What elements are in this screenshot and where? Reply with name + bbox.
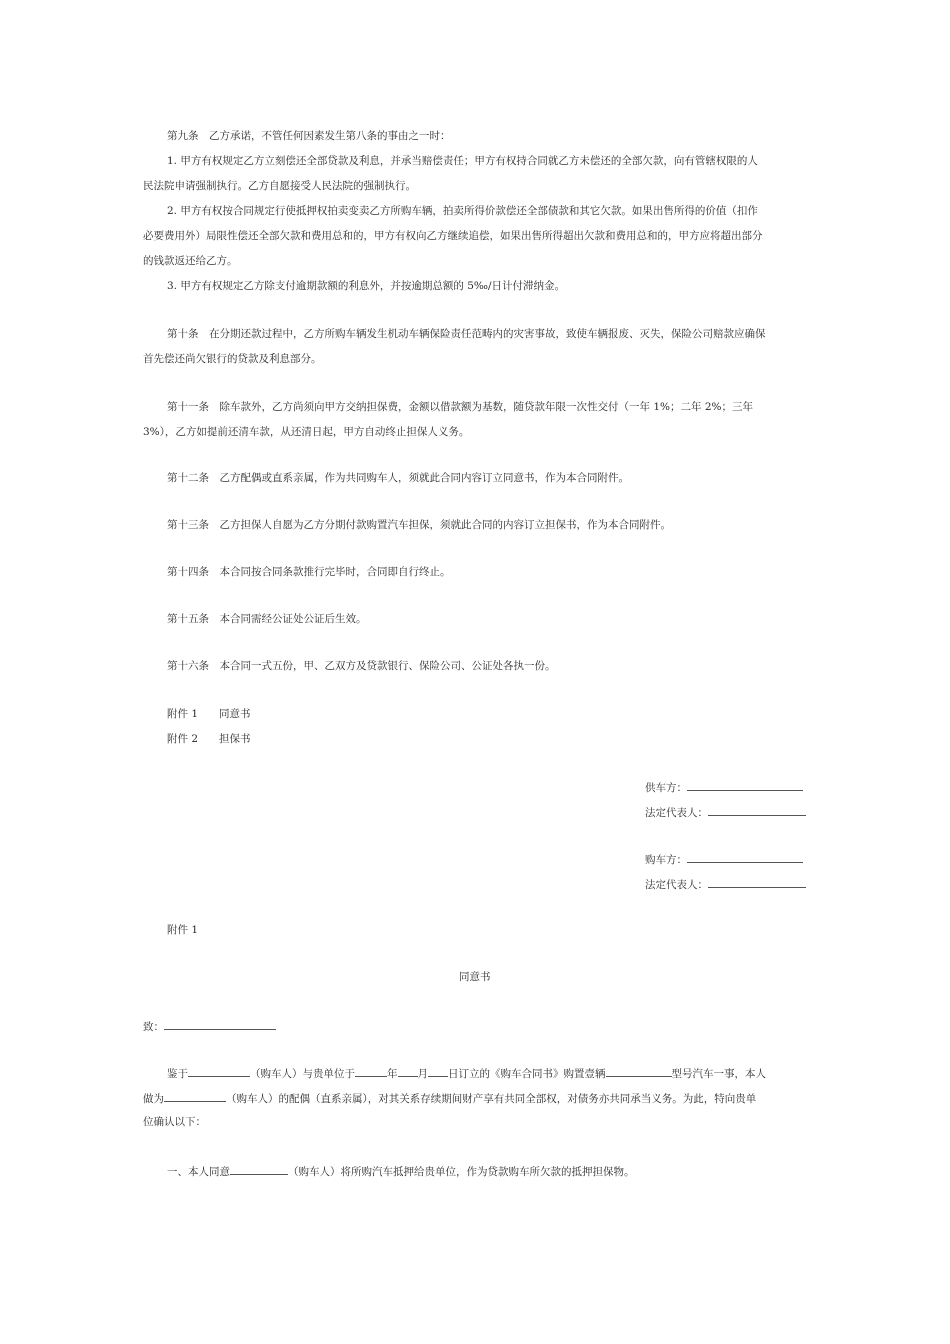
para-text: 日订立的《购车合同书》购置壹辆 <box>448 1068 606 1080</box>
para-text: 做为 <box>143 1093 164 1105</box>
appendix-item-1 <box>167 1163 635 1179</box>
article-10-line-1: 第十条 在分期还款过程中，乙方所购车辆发生机动车辆保险责任范畴内的灾害事故，致使车辆报废、灭失，保险公司赔款应确保 <box>167 328 766 340</box>
article-9-item-1-line-1: 1. 甲方有权规定乙方立刻偿还全部贷款及利息，并承当赔偿责任；甲方有权持合同就乙方未偿还的全部欠款，向有管辖权限的人 <box>167 155 758 167</box>
attachment-2: 附件 2 担保书 <box>167 733 251 745</box>
buyer-rep-signature <box>645 876 806 892</box>
appendix-para-1-line-2 <box>143 1090 756 1106</box>
article-10-line-2: 首先偿还尚欠银行的贷款及利息部分。 <box>143 353 322 365</box>
appendix-label: 附件 1 <box>167 924 199 936</box>
article-9-title: 第九条 乙方承诺，不管任何因素发生第八条的事由之一时： <box>167 130 451 142</box>
appendix-to-blank[interactable] <box>164 1018 276 1030</box>
supplier-rep-blank[interactable] <box>708 804 806 816</box>
buyer-rep-label: 法定代表人： <box>645 879 708 891</box>
appendix-to-label: 致： <box>143 1021 164 1033</box>
supplier-blank[interactable] <box>687 779 803 791</box>
year-blank[interactable] <box>355 1065 387 1077</box>
para-text: 一、本人同意 <box>167 1166 230 1178</box>
buyer-signature <box>645 851 803 867</box>
attachment-1: 附件 1 同意书 <box>167 708 251 720</box>
article-11-line-2: 3%），乙方如提前还清车款，从还清日起，甲方自动终止担保人义务。 <box>143 426 470 438</box>
supplier-signature <box>645 779 803 795</box>
para-text: 月 <box>417 1068 428 1080</box>
appendix-para-1-line-1 <box>167 1065 766 1081</box>
item-1-buyer-blank[interactable] <box>230 1163 288 1175</box>
article-9-item-2-line-2: 必要费用外）局限性偿还全部欠款和费用总和的，甲方有权向乙方继续追偿，如果出售所得超出欠款和费用总和的，甲方应将超出部分 <box>143 230 763 242</box>
article-9-item-1-line-2: 民法院申请强制执行。乙方自愿接受人民法院的强制执行。 <box>143 180 416 192</box>
para-text: 年 <box>387 1068 398 1080</box>
article-12: 第十二条 乙方配偶或直系亲属，作为共同购车人，须就此合同内容订立同意书，作为本合同附件。 <box>167 472 629 484</box>
buyer-name-blank[interactable] <box>188 1065 250 1077</box>
para-text: （购车人）的配偶（直系亲属），对其关系存续期间财产享有共同全部权，对债务亦共同承当义务。为此，特向贵单 <box>226 1093 757 1105</box>
article-14: 第十四条 本合同按合同条款推行完毕时，合同即自行终止。 <box>167 566 451 578</box>
buyer-label: 购车方： <box>645 854 687 866</box>
article-15: 第十五条 本合同需经公证处公证后生效。 <box>167 613 367 625</box>
day-blank[interactable] <box>428 1065 448 1077</box>
buyer-rep-blank[interactable] <box>708 876 806 888</box>
article-9-item-2-line-1: 2. 甲方有权按合同规定行使抵押权拍卖变卖乙方所购车辆，拍卖所得价款偿还全部债款和其它欠款。如果出售所得的价值（扣作 <box>167 205 758 217</box>
supplier-rep-signature <box>645 804 806 820</box>
model-blank[interactable] <box>606 1065 672 1077</box>
spouse-buyer-blank[interactable] <box>164 1090 226 1102</box>
para-text: 鉴于 <box>167 1068 188 1080</box>
para-text: （购车人）与贵单位于 <box>250 1068 355 1080</box>
article-11-line-1: 第十一条 除车款外，乙方尚须向甲方交纳担保费，金额以借款额为基数，随贷款年限一次性交付（一年 1%；二年 2%；三年 <box>167 401 753 413</box>
article-9-item-3: 3. 甲方有权规定乙方除支付逾期款额的利息外，并按逾期总额的 5‰/日计付滞纳金。 <box>167 280 565 292</box>
article-9-item-2-line-3: 的钱款返还给乙方。 <box>143 255 238 267</box>
article-13: 第十三条 乙方担保人自愿为乙方分期付款购置汽车担保，须就此合同的内容订立担保书，作为本合同附件。 <box>167 519 671 531</box>
para-text: 型号汽车一事，本人 <box>671 1068 766 1080</box>
buyer-blank[interactable] <box>687 851 803 863</box>
para-text: （购车人）将所购汽车抵押给贵单位，作为贷款购车所欠款的抵押担保物。 <box>288 1166 635 1178</box>
appendix-to-line <box>143 1018 276 1034</box>
appendix-title: 同意书 <box>459 971 491 983</box>
supplier-rep-label: 法定代表人： <box>645 807 708 819</box>
supplier-label: 供车方： <box>645 782 687 794</box>
month-blank[interactable] <box>398 1065 418 1077</box>
article-16: 第十六条 本合同一式五份，甲、乙双方及贷款银行、保险公司、公证处各执一份。 <box>167 660 556 672</box>
appendix-para-1-line-3: 位确认以下： <box>143 1116 206 1128</box>
